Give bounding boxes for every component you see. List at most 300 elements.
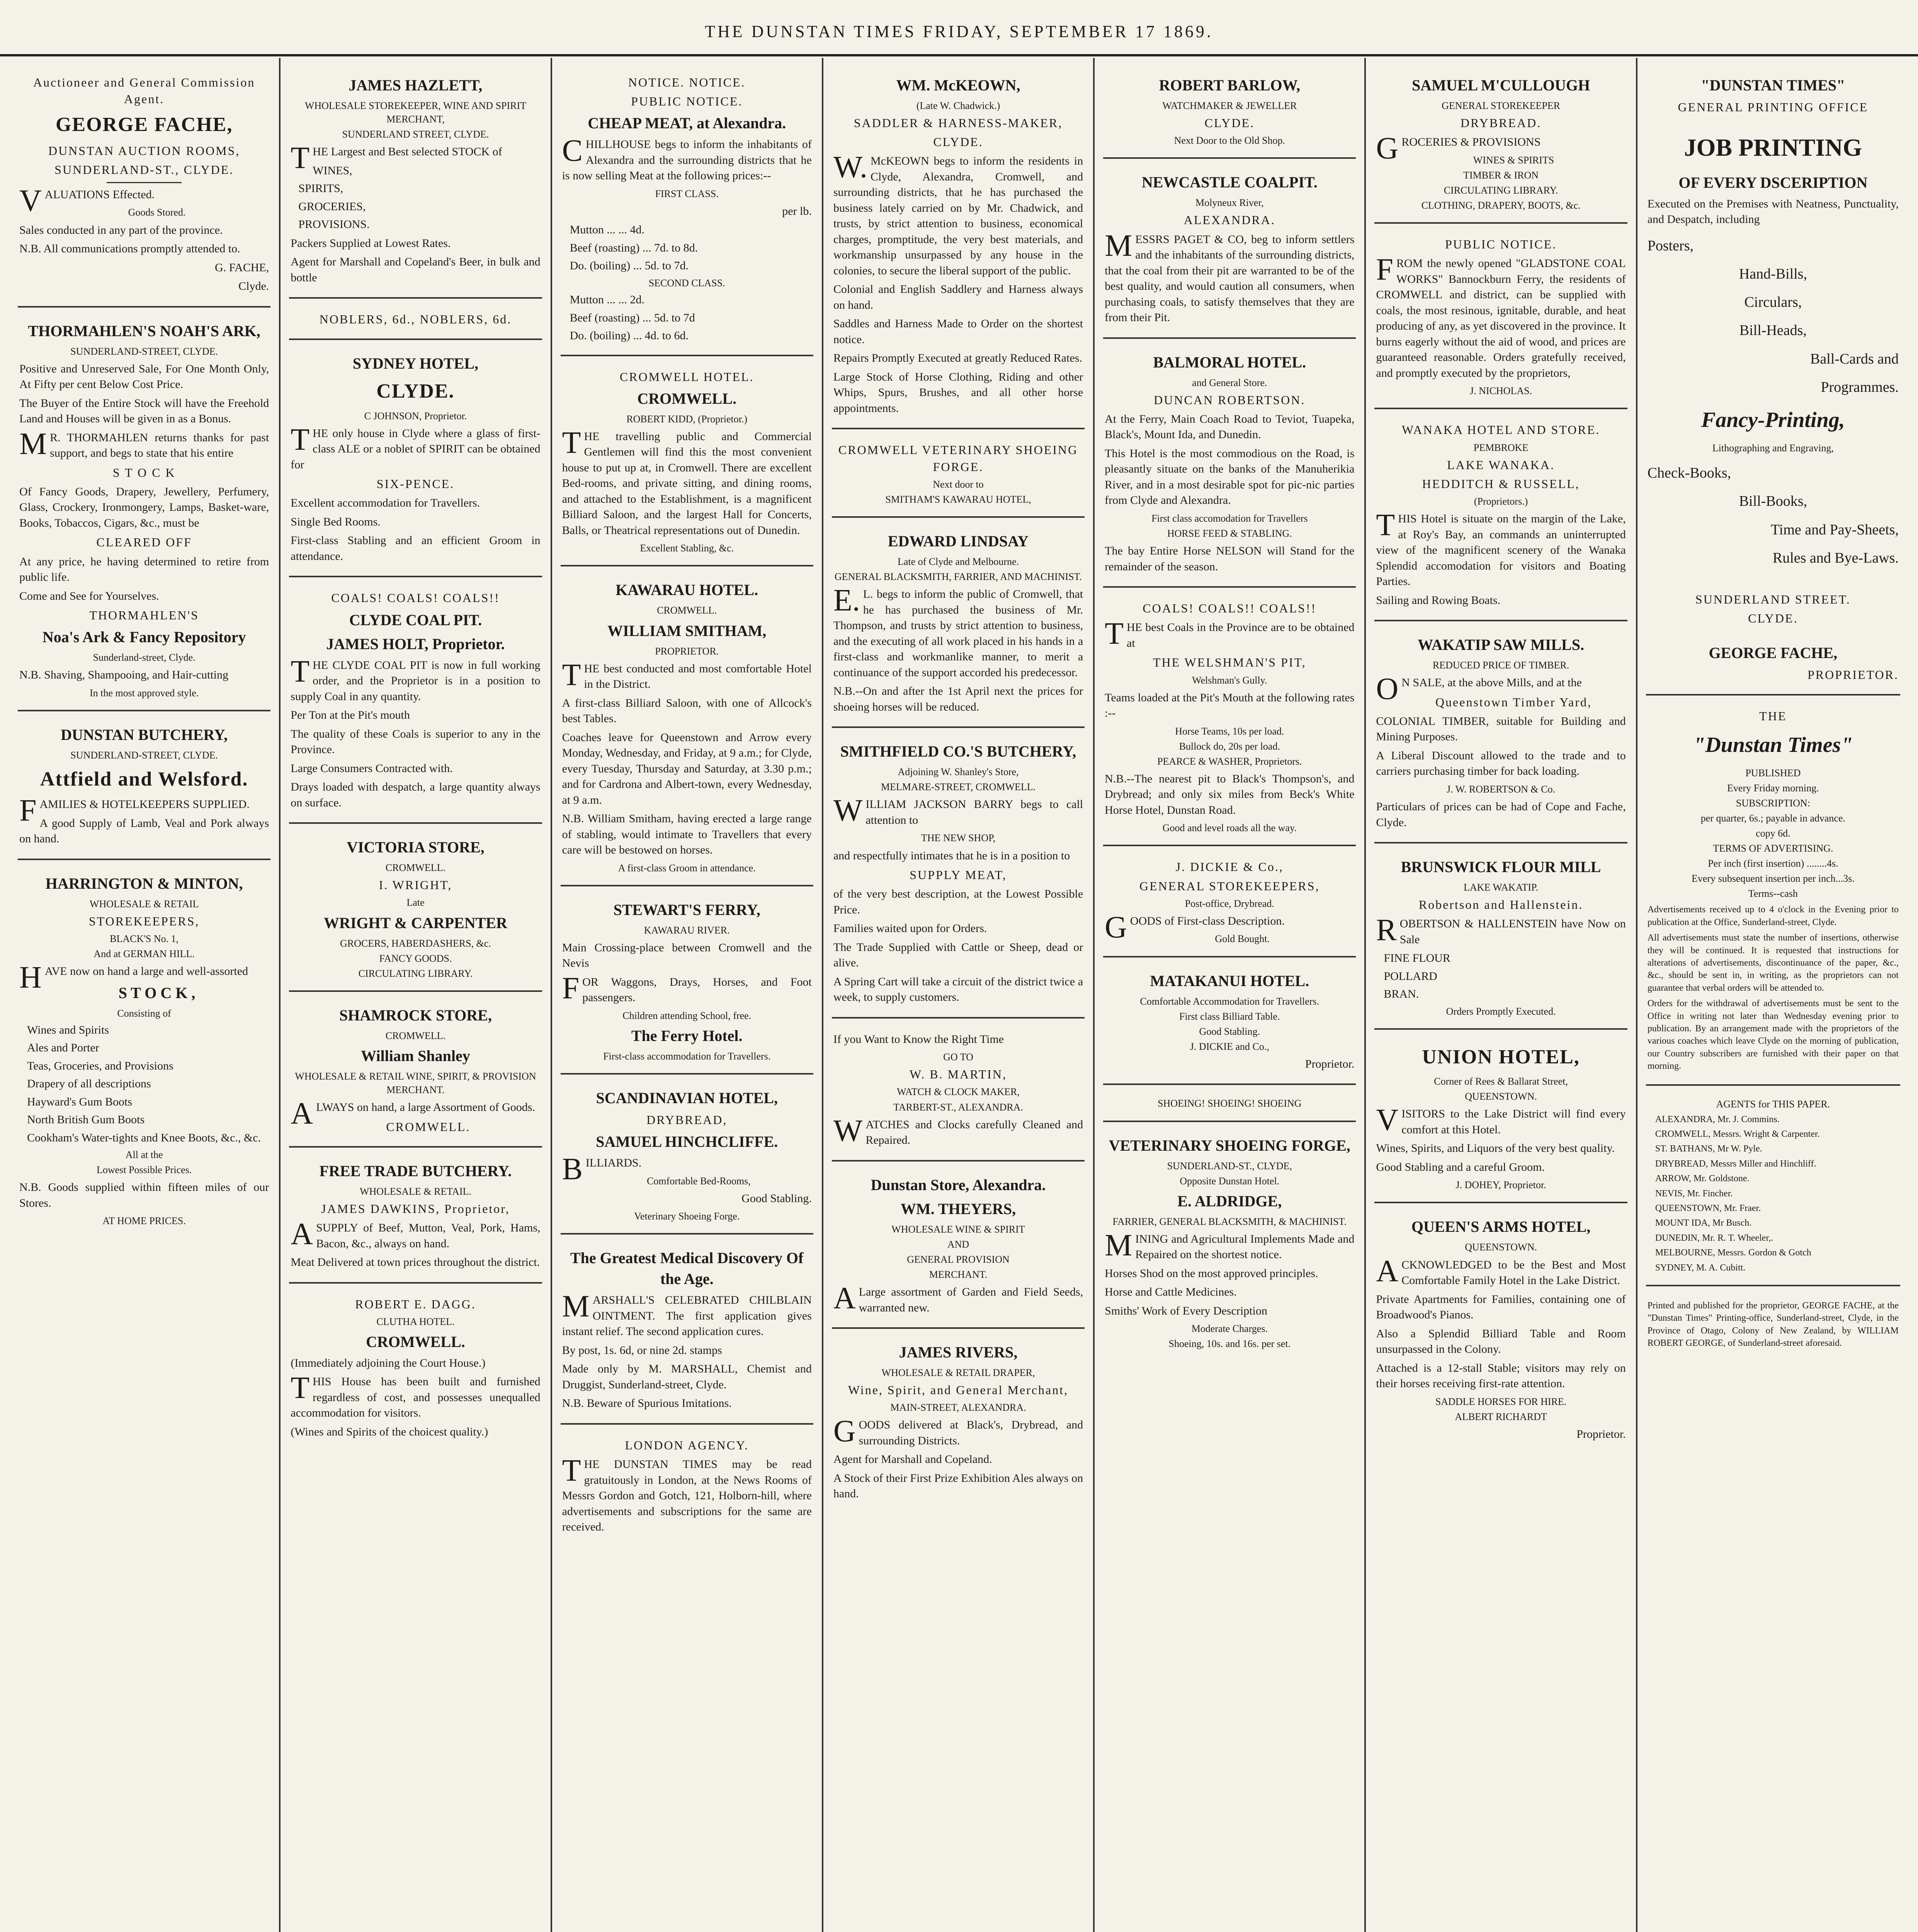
ad-text: THE DUNSTAN TIMES may be read gratuitously in London, at the News Rooms of Messrs Gordon and Gotch, 121, Holborn-hill, where advertisements and subscriptions for the same are received. bbox=[562, 1454, 812, 1534]
price-class: FIRST CLASS. bbox=[655, 188, 719, 199]
ad-subheading: KAWARAU RIVER. bbox=[644, 924, 730, 936]
ad-text: Late of Clyde and Melbourne. bbox=[897, 556, 1019, 568]
list-item: MOUNT IDA, Mr Busch. bbox=[1655, 1218, 1752, 1228]
list-item: MELBOURNE, Messrs. Gordon & Gotch bbox=[1655, 1248, 1811, 1258]
ad-town: DRYBREAD, bbox=[646, 1113, 728, 1127]
ad-subheading: GROCERS, HABERDASHERS, &c. bbox=[340, 937, 491, 949]
ad-town: CLYDE. bbox=[1204, 116, 1255, 130]
ad-heading: Auctioneer and General Commission Agent. bbox=[33, 75, 255, 106]
ad-kawarau-hotel bbox=[561, 570, 813, 886]
list-item: Rules and Bye-Laws. bbox=[1772, 549, 1899, 566]
ad-text: Gold Bought. bbox=[1215, 933, 1270, 945]
ad-text: per quarter, 6s.; payable in advance. bbox=[1700, 812, 1846, 824]
ad-text: First class Billiard Table. bbox=[1179, 1010, 1280, 1022]
list-item: BRAN. bbox=[1384, 988, 1419, 1001]
ad-text: N.B. Beware of Spurious Imitations. bbox=[562, 1397, 732, 1410]
ad-text: BILLIARDS. bbox=[562, 1152, 642, 1187]
ad-text: Shoeing, 10s. and 16s. per set. bbox=[1168, 1338, 1291, 1350]
ad-text: N.B. All communications promptly attended to. bbox=[19, 242, 240, 255]
ad-subheading: CLEARED OFF bbox=[96, 535, 192, 549]
ad-text: A first-class Groom in attendance. bbox=[618, 862, 756, 874]
list-item: PROVISIONS. bbox=[298, 218, 370, 231]
column-2 bbox=[281, 58, 552, 1932]
ad-address: Adjoining W. Shanley's Store, bbox=[898, 766, 1019, 778]
ad-text: and respectfully intimates that he is in a position to bbox=[833, 849, 1070, 862]
ad-text: GO TO bbox=[943, 1051, 973, 1063]
ad-text: Agent for Marshall and Copeland. bbox=[833, 1453, 992, 1466]
ad-name: J. DICKIE and Co., bbox=[1190, 1041, 1269, 1052]
ad-chilblain-ointment bbox=[561, 1238, 813, 1425]
ad-subheading: GENERAL PRINTING OFFICE bbox=[1678, 100, 1869, 114]
column-5 bbox=[1095, 58, 1366, 1932]
ad-proprietor: PEARCE & WASHER, Proprietors. bbox=[1157, 755, 1302, 767]
ad-name: Attfield and Welsford. bbox=[40, 768, 248, 790]
ad-address: Post-office, Drybread. bbox=[1185, 898, 1274, 909]
ad-text: Excellent accommodation for Travellers. bbox=[291, 497, 480, 510]
ad-proprietor: GEORGE FACHE, bbox=[1709, 644, 1838, 662]
ad-subheading: S T O C K bbox=[112, 465, 176, 480]
ad-subheading: WHOLESALE WINE & SPIRIT bbox=[891, 1223, 1025, 1235]
ad-text: The Buyer of the Entire Stock will have the Freehold Land and Houses will be given in as a Bonus. bbox=[19, 396, 269, 425]
ad-text: The quality of these Coals is superior to any in the Province. bbox=[291, 727, 541, 756]
ad-text: All advertisements must state the number of insertions, otherwise they will be continued. It is requested that instructions for alterations of advertisements, discontinuance of the paper, &c., &c., should be sent in, in writing, as the proprietors can not guarantee that verbal orders will be attended to. bbox=[1647, 933, 1899, 993]
ad-text: ALWAYS on hand, a large Assortment of Goods. bbox=[291, 1097, 535, 1131]
ad-town: CROMWELL. bbox=[385, 862, 446, 874]
ad-queens-arms-hotel bbox=[1374, 1207, 1627, 1454]
ad-signature: J. DOHEY, Proprietor. bbox=[1456, 1179, 1546, 1191]
ad-subheading: PUBLIC NOTICE. bbox=[631, 94, 743, 109]
list-item: Posters, bbox=[1647, 237, 1694, 254]
ad-town: CROMWELL. bbox=[637, 389, 737, 407]
ad-heading: NEWCASTLE COALPIT. bbox=[1141, 173, 1318, 191]
ad-address: SUNDERLAND-ST., CLYDE. bbox=[54, 162, 234, 177]
list-item: WINES, bbox=[313, 164, 352, 177]
list-item: Bill-Heads, bbox=[1739, 322, 1807, 339]
ad-subheading: SADDLER & HARNESS-MAKER, bbox=[854, 116, 1063, 130]
ad-text: Packers Supplied at Lowest Rates. bbox=[291, 236, 451, 250]
ad-address: BLACK'S No. 1, bbox=[110, 933, 179, 944]
divider bbox=[107, 182, 182, 183]
ad-text: Private Apartments for Families, containing one of Broadwood's Pianos. bbox=[1376, 1293, 1626, 1321]
price-row: Per inch (first insertion) ........4s. bbox=[1708, 858, 1838, 869]
ad-text: At the Ferry, Main Coach Road to Teviot, Tuapeka, Black's, Mount Ida, and Dunedin. bbox=[1105, 412, 1355, 441]
ad-subheading: TERMS OF ADVERTISING. bbox=[1713, 843, 1833, 854]
price-row: Do. (boiling) ... 5d. to 7d. bbox=[570, 259, 689, 272]
ad-town: CLYDE. bbox=[1748, 611, 1798, 626]
ad-text: Teams loaded at the Pit's Mouth at the following rates :-- bbox=[1105, 691, 1355, 720]
ad-text: Meat Delivered at town prices throughout the district. bbox=[291, 1256, 540, 1269]
ad-address: Sunderland-street, Clyde. bbox=[93, 652, 196, 663]
ad-text: COLONIAL TIMBER, suitable for Building and Mining Purposes. bbox=[1376, 714, 1626, 743]
ad-imprint bbox=[1646, 1290, 1900, 1361]
ad-text: Advertisements received up to 4 o'clock in the Evening prior to publication at the Office, Sunderland-street, Clyde. bbox=[1647, 905, 1899, 927]
ad-text: (Late W. Chadwick.) bbox=[916, 100, 1000, 111]
ad-sydney-hotel bbox=[289, 344, 542, 577]
ad-subheading: S T O C K , bbox=[118, 984, 196, 1002]
ad-heading: JAMES RIVERS, bbox=[899, 1344, 1018, 1361]
ad-london-agency bbox=[561, 1429, 813, 1547]
ad-subheading: GENERAL STOREKEEPER bbox=[1442, 100, 1561, 111]
ad-text: Drays loaded with despatch, a large quantity always on surface. bbox=[291, 781, 541, 809]
ad-heading: CROMWELL VETERINARY SHOEING FORGE. bbox=[838, 443, 1078, 474]
price-row: Bullock do, 20s per load. bbox=[1179, 740, 1280, 752]
ad-name: JOB PRINTING bbox=[1684, 134, 1862, 162]
ad-text: MARSHALL'S CELEBRATED CHILBLAIN OINTMENT. The first application gives instant relief. The second application cures. bbox=[562, 1289, 812, 1338]
ad-heading: NOBLERS, 6d., NOBLERS, 6d. bbox=[319, 312, 512, 327]
ad-text: THE travelling public and Commercial Gentlemen will find this the most convenient house to put up at, in Cromwell. There are excellent Bed-rooms, and private sitting, and dining rooms, and attached to the Establishment, is a magnificent Billiard Saloon, and the largest Hall for Concerts, Balls, or Theatrical representations out of Dunedin. bbox=[562, 425, 812, 537]
ad-heading: PUBLIC NOTICE. bbox=[1445, 237, 1557, 252]
ad-address: MAIN-STREET, ALEXANDRA. bbox=[890, 1402, 1026, 1413]
ad-subheading: Wine, Spirit, and General Merchant, bbox=[848, 1383, 1069, 1397]
list-item: Teas, Groceries, and Provisions bbox=[27, 1059, 173, 1072]
ad-heading: EDWARD LINDSAY bbox=[888, 532, 1029, 550]
ad-free-trade-butchery bbox=[289, 1151, 542, 1284]
ad-address: TARBERT-ST., ALEXANDRA. bbox=[893, 1101, 1023, 1113]
ad-text: Comfortable Bed-Rooms, bbox=[647, 1175, 751, 1187]
ad-text: N.B. Shaving, Shampooing, and Hair-cutting bbox=[19, 668, 229, 682]
ad-heading: SHOEING! SHOEING! SHOEING bbox=[1157, 1098, 1302, 1109]
ad-noblers bbox=[289, 303, 542, 340]
ad-text: FROM the newly opened "GLADSTONE COAL WORKS" Bannockburn Ferry, the residents of CROMWELL and district, can be supplied with coals, the most resinous, ignitable, durable, and heat producing of any, as yet discovered in the province. It burns eagerly without the aid of wood, and prices are guaranteed reasonable. Orders gratefully received, and promptly executed by the proprietors, bbox=[1376, 253, 1626, 379]
ad-wakatip-saw-mills bbox=[1374, 625, 1627, 844]
ad-text: Made only by M. MARSHALL, Chemist and Druggist, Sunderland-street, Clyde. bbox=[562, 1362, 812, 1391]
ad-text: GOODS of First-class Description. bbox=[1105, 910, 1285, 944]
ad-text: Terms--cash bbox=[1748, 888, 1798, 900]
ad-name: WRIGHT & CARPENTER bbox=[323, 914, 507, 932]
ad-town: CROMWELL. bbox=[386, 1119, 471, 1134]
ad-text: Next door to bbox=[933, 478, 984, 490]
ad-hazlett bbox=[289, 66, 542, 299]
ad-text: Sailing and Rowing Boats. bbox=[1376, 594, 1501, 607]
ad-lindsay bbox=[832, 522, 1085, 728]
list-item: DRYBREAD, Messrs Miller and Hinchliff. bbox=[1655, 1158, 1816, 1169]
ad-text: Horses Shod on the most approved principles. bbox=[1105, 1267, 1318, 1280]
list-item: SYDNEY, M. A. Cubitt. bbox=[1655, 1262, 1746, 1273]
ad-name: I. WRIGHT, bbox=[379, 878, 452, 892]
ad-text: E.L. begs to inform the public of Cromwell, that he has purchased the business of Mr. Thompson, and trusts by strict attention to business, and the executing of all work placed in his hands in a first-class and workmanlike manner, to merit a continuance of the support accorded his predecessor. bbox=[833, 583, 1083, 679]
ad-signature: J. NICHOLAS. bbox=[1470, 385, 1532, 397]
price-row: Beef (roasting) ... 7d. to 8d. bbox=[570, 241, 698, 254]
ad-subheading: WATCH & CLOCK MAKER, bbox=[897, 1086, 1020, 1098]
ad-text: Attached is a 12-stall Stable; visitors may rely on their horses receiving first-rate attention. bbox=[1376, 1361, 1626, 1390]
ad-heading: SCANDINAVIAN HOTEL, bbox=[596, 1089, 778, 1107]
list-item: Hand-Bills, bbox=[1739, 265, 1807, 282]
ad-heading: MATAKANUI HOTEL. bbox=[1150, 972, 1309, 990]
ad-text: This Hotel is the most commodious on the Road, is pleasantly situate on the banks of the Manuherikia River, and in a most desirable spot for pic-nic parties from Clyde and Alexandra. bbox=[1105, 447, 1355, 507]
ad-town: QUEENSTOWN. bbox=[1465, 1242, 1537, 1253]
ad-address: SUNDERLAND-ST., CLYDE, bbox=[1167, 1160, 1292, 1172]
ad-welshmans-pit bbox=[1103, 592, 1356, 846]
ad-text: Per Ton at the Pit's mouth bbox=[291, 709, 410, 722]
ad-subheading: GENERAL STOREKEEPERS, bbox=[1139, 879, 1320, 893]
ad-heading: QUEEN'S ARMS HOTEL, bbox=[1411, 1218, 1591, 1236]
ad-subheading: WHOLESALE & RETAIL DRAPER, bbox=[881, 1367, 1035, 1379]
ad-scandinavian-hotel bbox=[561, 1078, 813, 1235]
ad-text: THIS House has been built and furnished regardless of cost, and possesses unequalled accommodation for visitors. bbox=[291, 1371, 541, 1420]
ad-text: VALUATIONS Effected. bbox=[19, 184, 155, 218]
ad-proprietor: PROPRIETOR. bbox=[1807, 667, 1899, 682]
ad-text: CIRCULATING LIBRARY. bbox=[358, 968, 473, 979]
ad-proprietor: Proprietor. bbox=[1576, 1427, 1626, 1440]
ad-text: THE Largest and Best selected STOCK of bbox=[291, 141, 502, 175]
ad-name: GEORGE FACHE, bbox=[55, 114, 233, 136]
price-row: Mutton ... ... 2d. bbox=[570, 293, 644, 306]
list-item: Ales and Porter bbox=[27, 1041, 99, 1054]
columns bbox=[9, 58, 1909, 1932]
ad-text: Also a Splendid Billiard Table and Room unsurpassed in the Colony. bbox=[1376, 1327, 1626, 1355]
ad-name: W. B. MARTIN, bbox=[910, 1067, 1007, 1082]
ad-heading: WAKATIP SAW MILLS. bbox=[1418, 636, 1584, 654]
ad-aldridge-forge bbox=[1103, 1126, 1356, 1361]
ad-heading: SHAMROCK STORE, bbox=[339, 1006, 492, 1024]
ad-heading: CROMWELL HOTEL. bbox=[619, 369, 754, 384]
ad-town: CROMWELL. bbox=[366, 1333, 465, 1350]
ad-proprietor: PROPRIETOR. bbox=[655, 645, 719, 657]
list-item: CROMWELL, Messrs. Wright & Carpenter. bbox=[1655, 1129, 1820, 1139]
list-item: Hayward's Gum Boots bbox=[27, 1095, 133, 1108]
ad-text: TIMBER & IRON bbox=[1463, 169, 1539, 181]
ad-heading: NOTICE. NOTICE. bbox=[628, 75, 746, 89]
ad-text: ON SALE, at the above Mills, and at the bbox=[1376, 672, 1582, 706]
list-item: POLLARD bbox=[1384, 969, 1437, 983]
ad-text: Colonial and English Saddlery and Harness always on hand. bbox=[833, 283, 1083, 311]
ad-text: copy 6d. bbox=[1756, 827, 1790, 839]
list-item: Check-Books, bbox=[1647, 465, 1731, 481]
column-6 bbox=[1366, 58, 1637, 1932]
list-item: QUEENSTOWN, Mr. Fraer. bbox=[1655, 1203, 1761, 1213]
ad-subheading: GENERAL PROVISION bbox=[907, 1253, 1010, 1265]
ad-text: If you Want to Know the Right Time bbox=[833, 1032, 1004, 1046]
ad-subheading: SUPPLY MEAT, bbox=[910, 868, 1007, 882]
ad-text: ROBERTSON & HALLENSTEIN have Now on Sale bbox=[1376, 913, 1626, 947]
ad-heading: KAWARAU HOTEL. bbox=[616, 581, 758, 599]
ad-name: "Dunstan Times" bbox=[1693, 733, 1853, 757]
ad-text: MR. THORMAHLEN returns thanks for past support, and begs to state that his entire bbox=[19, 427, 269, 461]
ad-text: VISITORS to the Lake District will find every comfort at this Hotel. bbox=[1376, 1103, 1626, 1138]
price-row: Mutton ... ... 4d. bbox=[570, 223, 644, 236]
ad-subheading: WHOLESALE & RETAIL. bbox=[359, 1185, 471, 1197]
ad-subheading: WHOLESALE & RETAIL bbox=[89, 898, 199, 910]
ad-mckeown bbox=[832, 66, 1085, 429]
list-item: North British Gum Boots bbox=[27, 1113, 145, 1126]
ad-proprietor: (Proprietors.) bbox=[1474, 496, 1528, 507]
ad-heading: LONDON AGENCY. bbox=[625, 1438, 749, 1452]
ad-heading: J. DICKIE & Co., bbox=[1175, 860, 1284, 874]
ad-matakanui-hotel bbox=[1103, 961, 1356, 1085]
ad-text: THE best conducted and most comfortable Hotel in the District. bbox=[562, 658, 812, 692]
ad-gladstone-coal bbox=[1374, 228, 1627, 409]
ad-heading: CLUTHA HOTEL. bbox=[376, 1316, 455, 1327]
ad-text: Good Stabling and a careful Groom. bbox=[1376, 1160, 1545, 1173]
ad-heading: COALS! COALS! COALS!! bbox=[331, 591, 500, 605]
ad-text: FANCY GOODS. bbox=[379, 952, 452, 964]
ad-text: Consisting of bbox=[117, 1007, 171, 1019]
ad-town: LAKE WANAKA. bbox=[1447, 457, 1555, 472]
ad-text: THE best Coals in the Province are to be obtained at bbox=[1105, 617, 1355, 651]
ad-text: AND bbox=[947, 1238, 969, 1250]
ad-text: Large Consumers Contracted with. bbox=[291, 762, 453, 775]
ad-text: Opposite Dunstan Hotel. bbox=[1180, 1175, 1280, 1187]
ad-text: THE only house in Clyde where a glass of first-class ALE or a noblet of SPIRIT can be obtained for bbox=[291, 422, 541, 471]
price-row: Horse Teams, 10s per load. bbox=[1175, 725, 1284, 737]
ad-name: DUNCAN ROBERTSON. bbox=[1154, 393, 1306, 407]
ad-address: Corner of Rees & Ballarat Street, bbox=[1434, 1076, 1568, 1087]
list-item: NEVIS, Mr. Fincher. bbox=[1655, 1188, 1733, 1199]
ad-heading: SYDNEY HOTEL, bbox=[352, 355, 479, 372]
ad-text: N.B. Goods supplied within fifteen miles of our Stores. bbox=[19, 1181, 269, 1209]
ad-text: At any price, he having determined to retire from public life. bbox=[19, 555, 269, 583]
ad-thormahlen bbox=[18, 311, 270, 711]
ad-text: Saddles and Harness Made to Order on the shortest notice. bbox=[833, 317, 1083, 346]
ad-subheading: and General Store. bbox=[1192, 377, 1267, 388]
ad-text: Repairs Promptly Executed at greatly Reduced Rates. bbox=[833, 352, 1082, 365]
ad-text: Wines, Spirits, and Liquors of the very best quality. bbox=[1376, 1142, 1615, 1155]
ad-text: Children attending School, free. bbox=[622, 1010, 752, 1021]
ad-address: Welshman's Gully. bbox=[1192, 674, 1267, 686]
imprint-text: Printed and published for the proprietor, GEORGE FACHE, at the "Dunstan Times" Printing-office, Sunderland-street, Clyde, in the Province of Otago, Colony of New Zealand, by WILLIAM ROBERT GEORGE, of Sunderland-street aforesaid. bbox=[1647, 1300, 1899, 1349]
ad-heading: STEWART'S FERRY, bbox=[613, 901, 760, 918]
ad-subheading: SUBSCRIPTION: bbox=[1736, 797, 1810, 809]
ad-heading: THE bbox=[1759, 709, 1787, 723]
ad-address: And at GERMAN HILL. bbox=[94, 948, 195, 960]
ad-text: A good Supply of Lamb, Veal and Pork always on hand. bbox=[19, 816, 269, 845]
ad-heading: UNION HOTEL, bbox=[1422, 1046, 1580, 1068]
ad-text: Single Bed Rooms. bbox=[291, 515, 381, 528]
ad-text: Good and level roads all the way. bbox=[1162, 822, 1297, 834]
ad-text: of the very best description, at the Lowest Possible Price. bbox=[833, 888, 1083, 916]
list-item: Drapery of all descriptions bbox=[27, 1077, 151, 1090]
ad-text: SADDLE HORSES FOR HIRE. bbox=[1435, 1396, 1567, 1407]
ad-text: WINES & SPIRITS bbox=[1473, 154, 1554, 166]
ad-town: QUEENSTOWN. bbox=[1465, 1091, 1537, 1102]
ad-address: SUNDERLAND STREET, CLYDE. bbox=[342, 129, 489, 140]
list-item: Cookham's Water-tights and Knee Boots, &c., &c. bbox=[27, 1131, 261, 1144]
ad-address: MELMARE-STREET, CROMWELL. bbox=[881, 781, 1036, 793]
ad-heading: SAMUEL M'CULLOUGH bbox=[1411, 77, 1590, 94]
ad-heading: VETERINARY SHOEING FORGE, bbox=[1109, 1136, 1350, 1154]
ad-cromwell-forge bbox=[832, 433, 1085, 518]
ad-text: The bay Entire Horse NELSON will Stand for the remainder of the season. bbox=[1105, 544, 1355, 573]
ad-text: Of Fancy Goods, Drapery, Jewellery, Perfumery, Glass, Crockery, Ironmongery, Lamps, Basket-ware, Books, Tobaccos, Cigars, &c., must be bbox=[19, 485, 269, 529]
ad-heading: SMITHFIELD CO.'S BUTCHERY, bbox=[840, 743, 1076, 760]
ad-text: Agent for Marshall and Copeland's Beer, in bulk and bottle bbox=[291, 255, 541, 284]
ad-proprietor: JAMES HOLT, Proprietor. bbox=[326, 635, 505, 653]
ad-name: HEDDITCH & RUSSELL, bbox=[1422, 476, 1580, 491]
ad-mcullough bbox=[1374, 66, 1627, 224]
ad-union-hotel bbox=[1374, 1034, 1627, 1203]
ad-balmoral-hotel bbox=[1103, 343, 1356, 588]
ad-barlow bbox=[1103, 66, 1356, 159]
ad-heading: JAMES HAZLETT, bbox=[349, 77, 483, 94]
ad-subheading: MERCHANT. bbox=[929, 1269, 988, 1280]
ad-heading: COALS! COALS!! COALS!! bbox=[1143, 601, 1317, 616]
ad-text: CHILLHOUSE begs to inform the inhabitants of Alexandra and the surrounding districts that he is now selling Meat at the following prices:-- bbox=[562, 134, 812, 182]
ad-text: Lithographing and Engraving, bbox=[1712, 442, 1834, 454]
list-item: DUNEDIN, Mr. R. T. Wheeler,. bbox=[1655, 1233, 1773, 1243]
ad-text: Executed on the Premises with Neatness, Punctuality, and Despatch, including bbox=[1647, 197, 1899, 226]
ad-proprietor: C JOHNSON, Proprietor. bbox=[364, 410, 467, 422]
column-4 bbox=[823, 58, 1095, 1932]
ad-text: (Immediately adjoining the Court House.) bbox=[291, 1356, 486, 1369]
ad-text: FAMILIES & HOTELKEEPERS SUPPLIED. bbox=[19, 794, 250, 828]
ad-shamrock-store bbox=[289, 996, 542, 1148]
ad-text: A first-class Billiard Saloon, with one of Allcock's best Tables. bbox=[562, 696, 812, 725]
ad-text: Lowest Possible Prices. bbox=[97, 1164, 192, 1176]
ad-text: Moderate Charges. bbox=[1191, 1323, 1268, 1335]
ad-address: SUNDERLAND STREET. bbox=[1695, 592, 1851, 607]
ad-subheading: WATCHMAKER & JEWELLER bbox=[1162, 100, 1297, 111]
ad-text: By post, 1s. 6d, or nine 2d. stamps bbox=[562, 1344, 722, 1357]
ad-text: THE NEW SHOP, bbox=[921, 832, 996, 844]
ad-text: Excellent Stabling, &c. bbox=[640, 543, 734, 554]
ad-signature: J. W. ROBERTSON & Co. bbox=[1447, 783, 1555, 795]
ad-signature: ALBERT RICHARDT bbox=[1455, 1411, 1547, 1422]
ad-text: Come and See for Yourselves. bbox=[19, 589, 159, 602]
list-item: ST. BATHANS, Mr W. Pyle. bbox=[1655, 1144, 1762, 1154]
ad-text: GOODS delivered at Black's, Drybread, and surrounding Districts. bbox=[833, 1414, 1083, 1449]
ad-brunswick-flour-mill bbox=[1374, 847, 1627, 1030]
ad-text: In the most approved style. bbox=[89, 687, 199, 699]
column-3 bbox=[552, 58, 823, 1932]
ad-name: THE WELSHMAN'S PIT, bbox=[1153, 655, 1306, 670]
ad-text: THIS Hotel is situate on the margin of the Lake, at Roy's Bay, an commands an uninterrupted view of the magnificent scenery of the Wanaka Splendid accomodation for visitors and Boating Parties. bbox=[1376, 508, 1626, 588]
price-class: SECOND CLASS. bbox=[648, 277, 725, 289]
ad-signature: Clyde. bbox=[238, 280, 269, 293]
ad-text: SMITHAM'S KAWARAU HOTEL, bbox=[885, 493, 1031, 505]
ad-text: Goods Stored. bbox=[128, 207, 186, 218]
ad-proprietor: ROBERT KIDD, (Proprietor.) bbox=[626, 413, 748, 425]
masthead-text: THE DUNSTAN TIMES FRIDAY, SEPTEMBER 17 1869. bbox=[705, 22, 1213, 41]
ad-text: Good Stabling. bbox=[1199, 1026, 1260, 1037]
ad-text: Particulars of prices can be had of Cope and Fache, Clyde. bbox=[1376, 800, 1626, 829]
ad-dunstan-times-terms bbox=[1646, 699, 1900, 1086]
ad-subheading: STOREKEEPERS, bbox=[88, 914, 200, 928]
list-item: Time and Pay-Sheets, bbox=[1770, 521, 1899, 538]
list-item: Wines and Spirits bbox=[27, 1023, 109, 1036]
ad-address: LAKE WAKATIP. bbox=[1464, 882, 1539, 893]
ad-text: Orders for the withdrawal of advertisements must be sent to the Office in writing not later than Wednesday evening prior to publication. By an arrangement made with the proprietors of the various coaches which leave Clyde on the morning of publication, our Country subscribers are furnished with their paper on that morning. bbox=[1647, 998, 1899, 1071]
ad-wanaka-hotel bbox=[1374, 413, 1627, 621]
ad-text: HORSE FEED & STABLING. bbox=[1167, 528, 1292, 539]
ad-name: Queenstown Timber Yard, bbox=[1435, 695, 1592, 709]
ad-text: Horse and Cattle Medicines. bbox=[1105, 1286, 1237, 1299]
ad-text: ACKNOWLEDGED to be the Best and Most Comfortable Family Hotel in the Lake District. bbox=[1376, 1254, 1626, 1288]
ad-text: PUBLISHED bbox=[1745, 767, 1801, 779]
list-item: Programmes. bbox=[1821, 379, 1899, 396]
ad-heading: ROBERT BARLOW, bbox=[1159, 77, 1300, 94]
ad-clutha-hotel bbox=[289, 1287, 542, 1452]
ad-theyers bbox=[832, 1165, 1085, 1329]
ad-heading: VICTORIA STORE, bbox=[347, 838, 485, 856]
ad-subheading: GENERAL BLACKSMITH, FARRIER, AND MACHINIST. bbox=[834, 571, 1082, 583]
ad-text: N.B. William Smitham, having erected a large range of stabling, would intimate to Travellers that every care will be bestowed on horses. bbox=[562, 812, 812, 857]
ad-heading: "DUNSTAN TIMES" bbox=[1701, 77, 1845, 94]
ad-address: SUNDERLAND-STREET, CLYDE. bbox=[70, 749, 218, 761]
ad-text: MESSRS PAGET & CO, beg to inform settlers and the inhabitants of the surrounding districts, that the coal from their pit are warranted to be of the best quality, and would caution all consumers, when purchasing coals, to satisfy themselves that they are from their Pit. bbox=[1105, 228, 1355, 324]
ad-heading: WANAKA HOTEL AND STORE. bbox=[1401, 423, 1600, 437]
ad-name: CLYDE COAL PIT. bbox=[349, 611, 482, 629]
ad-stewarts-ferry bbox=[561, 890, 813, 1075]
price-unit: per lb. bbox=[782, 204, 812, 218]
ad-town: ALEXANDRA. bbox=[1183, 213, 1275, 227]
ad-subheading: DUNSTAN AUCTION ROOMS, bbox=[48, 143, 240, 158]
ad-text: Sales conducted in any part of the province. bbox=[19, 223, 223, 236]
ad-text: Orders Promptly Executed. bbox=[1446, 1005, 1556, 1017]
ad-name: Robertson and Hallenstein. bbox=[1418, 898, 1583, 912]
ad-subheading: FARRIER, GENERAL BLACKSMITH, & MACHINIST. bbox=[1112, 1216, 1347, 1227]
ad-heading: The Greatest Medical Discovery Of the Age. bbox=[570, 1249, 804, 1288]
ad-text: All at the bbox=[125, 1149, 163, 1161]
